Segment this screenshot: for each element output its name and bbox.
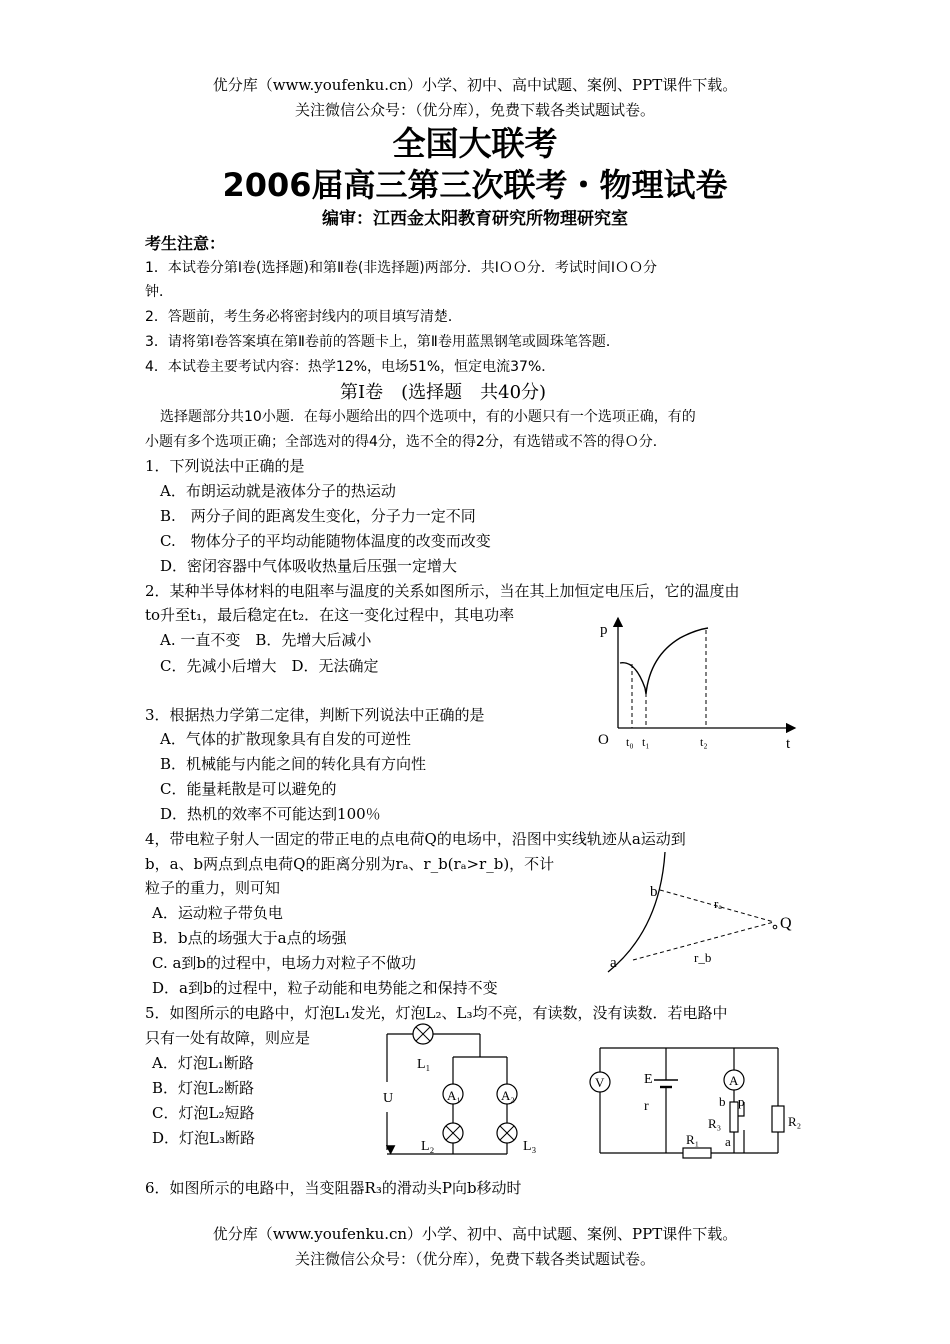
- page-subtitle: 2006届高三第三次联考・物理试卷: [222, 166, 728, 204]
- fig-p-label: p: [738, 1094, 745, 1109]
- q1-option-d: D．密闭容器中气体吸收热量后压强一定增大: [160, 557, 458, 575]
- q3-option-d: D．热机的效率不可能达到100％: [160, 805, 381, 823]
- fig-a-meter-label: A: [729, 1073, 739, 1088]
- q6-stem: 6．如图所示的电路中，当变阻器R₃的滑动头P向b移动时: [145, 1179, 522, 1197]
- power-curve: [620, 628, 708, 694]
- graph-t2-label: t₂: [700, 735, 708, 749]
- q5-option-d: D．灯泡L₃断路: [152, 1129, 256, 1147]
- q4-option-c: C. a到b的过程中，电场力对粒子不做功: [152, 954, 417, 972]
- fig-b-label: b: [650, 884, 658, 900]
- q2-stem-2: to升至t₁，最后稳定在t₂．在这一变化过程中，其电功率: [145, 606, 515, 624]
- editor-line: 编审：江西金太阳教育研究所物理研究室: [322, 209, 628, 229]
- q3-option-b: B．机械能与内能之间的转化具有方向性: [160, 755, 427, 773]
- q3-option-c: C．能量耗散是可以避免的: [160, 780, 337, 798]
- footer-line-2: 关注微信公众号：（优分库），免费下载各类试题试卷。: [294, 1250, 655, 1268]
- footer-line-1: 优分库（www.youfenku.cn）小学、初中、高中试题、案例、PPT课件下载。: [212, 1225, 738, 1243]
- q1-option-a: A．布朗运动就是液体分子的热运动: [160, 482, 396, 500]
- section-intro-1: 选择题部分共10小题．在每小题给出的四个选项中，有的小题只有一个选项正确，有的: [160, 409, 696, 425]
- fig-rb-label: r_b: [694, 950, 712, 965]
- q5-stem-1: 5．如图所示的电路中，灯泡L₁发光，灯泡L₂、L₃均不亮，有读数，没有读数．若电路中: [145, 1004, 728, 1022]
- fig-r2-label: R₂: [788, 1114, 802, 1129]
- q5-option-c: C．灯泡L₂短路: [152, 1104, 255, 1122]
- notice-item-1-cont: 钟．: [145, 284, 173, 300]
- fig-r-label: r: [644, 1099, 649, 1114]
- q5-option-a: A．灯泡L₁断路: [152, 1054, 254, 1072]
- circuit-q6: [578, 1040, 808, 1168]
- notice-item-3: 3．请将第Ⅰ卷答案填在第Ⅱ卷前的答题卡上，第Ⅱ卷用蓝黑钢笔或圆珠笔答题．: [145, 334, 620, 350]
- resistor-r1: [683, 1148, 711, 1158]
- header-line-1: 优分库（www.youfenku.cn）小学、初中、高中试题、案例、PPT课件下载。: [212, 76, 738, 94]
- notice-item-2: 2．答题前，考生务必将密封线内的项目填写清楚．: [145, 309, 462, 325]
- q3-stem: 3．根据热力学第二定律，判断下列说法中正确的是: [145, 706, 485, 724]
- circuit-q5: [375, 1022, 555, 1164]
- page-title: 全国大联考: [392, 124, 558, 163]
- q5-stem-2: 只有一处有故障，则应是: [145, 1029, 311, 1047]
- q2-options-cd: C．先减小后增大 D．无法确定: [160, 657, 379, 675]
- graph-t1-label: t₁: [642, 735, 650, 749]
- q4-option-a: A．运动粒子带负电: [152, 904, 283, 922]
- fig-a-label: a: [725, 1134, 731, 1149]
- q2-options-ab: A. 一直不变 B．先增大后减小: [160, 631, 372, 649]
- fig-q-label: Q: [780, 915, 792, 932]
- fig-l2-label: L₂: [421, 1139, 435, 1154]
- power-time-graph: [590, 608, 810, 758]
- trajectory-figure: [600, 850, 810, 980]
- graph-origin-label: O: [598, 732, 609, 748]
- q4-option-b: B．b点的场强大于a点的场强: [152, 929, 347, 947]
- fig-r3-label: R₃: [708, 1116, 722, 1131]
- q2-stem-1: 2．某种半导体材料的电阻率与温度的关系如图所示，当在其上加恒定电压后，它的温度由: [145, 582, 740, 600]
- fig-a2-label: A₂: [501, 1088, 515, 1103]
- fig-l1-label: L₁: [417, 1057, 431, 1072]
- fig-a-label: a: [610, 955, 617, 971]
- notice-item-1: 1．本试卷分第Ⅰ卷(选择题)和第Ⅱ卷(非选择题)两部分．共ⅠＯＯ分．考试时间ⅠＯＯ分: [145, 260, 658, 276]
- fig-a1-label: A₁: [447, 1088, 461, 1103]
- q1-option-b: B. 两分子间的距离发生变化，分子力一定不同: [160, 507, 476, 525]
- fig-ra-label: rₐ: [714, 896, 722, 911]
- q1-stem: 1．下列说法中正确的是: [145, 457, 305, 475]
- notice-heading: 考生注意：: [145, 234, 226, 253]
- fig-e-label: E: [644, 1072, 653, 1087]
- q4-stem-3: 粒子的重力，则可知: [145, 879, 281, 897]
- charge-q-dot: [773, 925, 777, 929]
- resistor-r2: [772, 1106, 784, 1132]
- fig-b-label: b: [719, 1094, 726, 1109]
- fig-r1-label: R₁: [686, 1132, 700, 1147]
- notice-item-4: 4．本试卷主要考试内容：热学12%，电场51%，恒定电流37%．: [145, 359, 556, 375]
- q5-option-b: B．灯泡L₂断路: [152, 1079, 254, 1097]
- graph-p-label: p: [600, 622, 608, 638]
- fig-u-label: U: [383, 1091, 394, 1106]
- graph-t-label: t: [786, 736, 791, 752]
- q4-stem-2: b，a、b两点到点电荷Q的距离分别为rₐ、r_b(rₐ>r_b)，不计: [145, 855, 555, 873]
- rheostat-r3: [730, 1102, 738, 1132]
- header-line-2: 关注微信公众号：（优分库），免费下载各类试题试卷。: [294, 101, 655, 119]
- q4-stem-1: 4，带电粒子射人一固定的带正电的点电荷Q的电场中，沿图中实线轨迹从a运动到: [145, 830, 686, 848]
- graph-t0-label: t₀: [626, 735, 634, 749]
- section-title: 第Ⅰ卷 (选择题 共40分): [340, 382, 547, 403]
- q4-option-d: D．a到b的过程中，粒子动能和电势能之和保持不变: [152, 979, 498, 997]
- fig-v-label: V: [595, 1075, 605, 1090]
- q1-option-c: C. 物体分子的平均动能随物体温度的改变而改变: [160, 532, 491, 550]
- q3-option-a: A．气体的扩散现象具有自发的可逆性: [160, 730, 411, 748]
- fig-l3-label: L₃: [523, 1139, 537, 1154]
- section-intro-2: 小题有多个选项正确；全部选对的得4分，选不全的得2分，有选错或不答的得Ｏ分．: [145, 434, 667, 450]
